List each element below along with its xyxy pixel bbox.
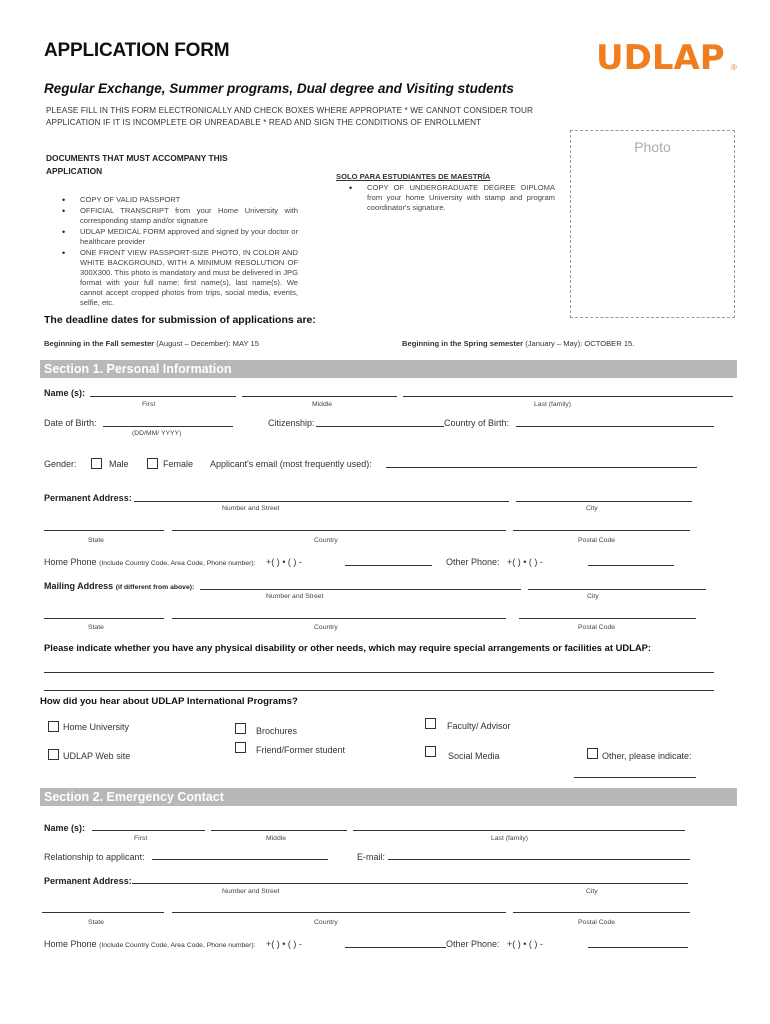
brochures-label: Brochures [256, 726, 298, 736]
perm-state-field[interactable] [44, 530, 164, 531]
street-caption: Number and Street [222, 505, 280, 512]
country-caption: Country [314, 919, 338, 926]
ec-country-field[interactable] [172, 912, 506, 913]
ec-email-field[interactable] [388, 859, 690, 860]
disability-field-line1[interactable] [44, 672, 714, 673]
citizenship-label: Citizenship: [268, 418, 315, 428]
section2-header: Section 2. Emergency Contact [40, 788, 737, 806]
male-label: Male [109, 459, 129, 469]
last-caption: Last (family) [491, 835, 529, 842]
country-birth-label: Country of Birth: [444, 418, 510, 428]
documents-list [58, 195, 298, 309]
ec-home-phone-label: Home Phone (Include Country Code, Area Code, Phone number): [44, 939, 256, 949]
ec-other-phone-field[interactable] [588, 947, 688, 948]
friend-label: Friend/Former student [256, 745, 346, 755]
ec-perm-street-field[interactable] [132, 883, 688, 884]
city-caption: City [586, 888, 598, 895]
email-label: Applicant's email (most frequently used): [210, 459, 372, 469]
photo-box[interactable] [570, 130, 735, 318]
mailing-postal-field[interactable] [519, 618, 696, 619]
last-caption: Last (family) [534, 401, 572, 408]
list-item: • ONE FRONT VIEW PASSPORT-SIZE PHOTO, IN COLOR AND WHITE BACKGROUND, WITH A MINIMUM RESOLUTION OF 300X300. This photo is mandatory and must be delivered in JPG format with your full name: first name(s), last name(s). We cannot accept cropped photos from trips, social media, events, selfie, etc. [58, 248, 298, 308]
first-caption: First [134, 835, 148, 842]
dob-format: (DD/MM/ YYYY) [132, 430, 182, 437]
ec-name-label: Name (s): [44, 823, 86, 833]
postal-caption: Postal Code [578, 537, 616, 544]
other-checkbox[interactable] [587, 748, 598, 759]
form-instructions: PLEASE FILL IN THIS FORM ELECTRONICALLY AND CHECK BOXES WHERE APPROPIATE * WE CANNOT CONSIDER TOUR APPLICATION IF IT IS INCOMPLETE OR UNREADABLE * READ AND SIGN THE CONDITIONS OF ENROLLMENT [46, 106, 534, 127]
ec-other-phone-pattern: +( ) • ( ) - [507, 939, 543, 949]
middle-name-field[interactable] [242, 396, 397, 397]
home-university-label: Home University [63, 722, 130, 732]
list-item: • COPY OF UNDERGRADUATE DEGREE DIPLOMA from your home University with stamp and program coordinator's signature. [345, 183, 555, 213]
relationship-field[interactable] [152, 859, 328, 860]
other-phone-label: Other Phone: [446, 557, 500, 567]
first-caption: First [142, 401, 156, 408]
ec-email-label: E-mail: [357, 852, 386, 862]
friend-checkbox[interactable] [235, 742, 246, 753]
relationship-label: Relationship to applicant: [44, 852, 145, 862]
female-label: Female [163, 459, 194, 469]
mailing-street-field[interactable] [200, 589, 521, 590]
spring-deadline: Beginning in the Spring semester (January – May): OCTOBER 15. [402, 339, 635, 348]
perm-postal-field[interactable] [513, 530, 690, 531]
udlap-web-checkbox[interactable] [48, 749, 59, 760]
udlap-logo: UDLAP [596, 38, 725, 78]
other-phone-pattern: +( ) • ( ) - [507, 557, 543, 567]
faculty-advisor-label: Faculty/ Advisor [447, 721, 511, 731]
list-item: • COPY OF VALID PASSPORT [58, 195, 298, 205]
fall-deadline: Beginning in the Fall semester (August – December): MAY 15 [44, 339, 259, 348]
perm-country-field[interactable] [172, 530, 506, 531]
ec-home-phone-pattern: +( ) • ( ) - [266, 939, 302, 949]
name-label: Name (s): [44, 388, 86, 398]
country-birth-field[interactable] [516, 426, 714, 427]
form-title: APPLICATION FORM [44, 40, 230, 61]
documents-heading: DOCUMENTS THAT MUST ACCOMPANY THIS APPLICATION [46, 153, 228, 176]
mailing-label: Mailing Address (if different from above): [44, 581, 195, 591]
social-media-checkbox[interactable] [425, 746, 436, 757]
registered-mark: ® [731, 63, 737, 72]
photo-label: Photo [634, 139, 671, 155]
citizenship-field[interactable] [316, 426, 444, 427]
udlap-web-label: UDLAP Web site [63, 751, 131, 761]
mailing-country-field[interactable] [172, 618, 506, 619]
section1-header: Section 1. Personal Information [40, 360, 737, 378]
first-name-field[interactable] [90, 396, 236, 397]
middle-caption: Middle [266, 835, 287, 842]
home-university-checkbox[interactable] [48, 721, 59, 732]
female-checkbox[interactable] [147, 458, 158, 469]
perm-street-field[interactable] [134, 501, 509, 502]
brochures-checkbox[interactable] [235, 723, 246, 734]
ec-other-phone-label: Other Phone: [446, 939, 500, 949]
state-caption: State [88, 919, 104, 926]
postal-caption: Postal Code [578, 919, 616, 926]
masters-list [345, 183, 555, 214]
postal-caption: Postal Code [578, 624, 616, 631]
social-media-label: Social Media [448, 751, 500, 761]
disability-field-line2[interactable] [44, 690, 714, 691]
street-caption: Number and Street [222, 888, 280, 895]
email-field[interactable] [386, 467, 697, 468]
ec-first-name-field[interactable] [92, 830, 205, 831]
form-subtitle: Regular Exchange, Summer programs, Dual degree and Visiting students [44, 81, 514, 96]
perm-city-field[interactable] [516, 501, 692, 502]
disability-question: Please indicate whether you have any physical disability or other needs, which may require special arrangements or facilities at UDLAP: [44, 642, 651, 653]
ec-middle-name-field[interactable] [211, 830, 347, 831]
ec-perm-address-label: Permanent Address: [44, 876, 132, 886]
list-item: • OFFICIAL TRANSCRIPT from your Home University with corresponding stamp and/or signature [58, 206, 298, 226]
ec-home-phone-field[interactable] [345, 947, 446, 948]
ec-postal-field[interactable] [513, 912, 690, 913]
male-checkbox[interactable] [91, 458, 102, 469]
dob-field[interactable] [103, 426, 233, 427]
list-item: • UDLAP MEDICAL FORM approved and signed by your doctor or healthcare provider [58, 227, 298, 247]
mailing-state-field[interactable] [44, 618, 164, 619]
last-name-field[interactable] [403, 396, 733, 397]
country-caption: Country [314, 624, 338, 631]
gender-label: Gender: [44, 459, 77, 469]
home-phone-pattern: +( ) • ( ) - [266, 557, 302, 567]
ec-state-field[interactable] [42, 912, 164, 913]
mailing-city-field[interactable] [528, 589, 706, 590]
other-phone-field[interactable] [588, 565, 674, 566]
deadline-heading: The deadline dates for submission of applications are: [44, 314, 316, 326]
masters-heading: SOLO PARA ESTUDIANTES DE MAESTRÍA [336, 172, 491, 181]
dob-label: Date of Birth: [44, 418, 97, 428]
state-caption: State [88, 537, 104, 544]
perm-address-label: Permanent Address: [44, 493, 132, 503]
ec-last-name-field[interactable] [353, 830, 685, 831]
hear-question: How did you hear about UDLAP International Programs? [40, 696, 298, 707]
street-caption: Number and Street [266, 593, 324, 600]
home-phone-label: Home Phone (Include Country Code, Area Code, Phone number): [44, 557, 256, 567]
faculty-advisor-checkbox[interactable] [425, 718, 436, 729]
state-caption: State [88, 624, 104, 631]
other-label: Other, please indicate: [602, 751, 692, 761]
other-indicate-field[interactable] [574, 777, 696, 778]
middle-caption: Middle [312, 401, 333, 408]
city-caption: City [586, 505, 598, 512]
city-caption: City [587, 593, 599, 600]
home-phone-field[interactable] [345, 565, 432, 566]
country-caption: Country [314, 537, 338, 544]
